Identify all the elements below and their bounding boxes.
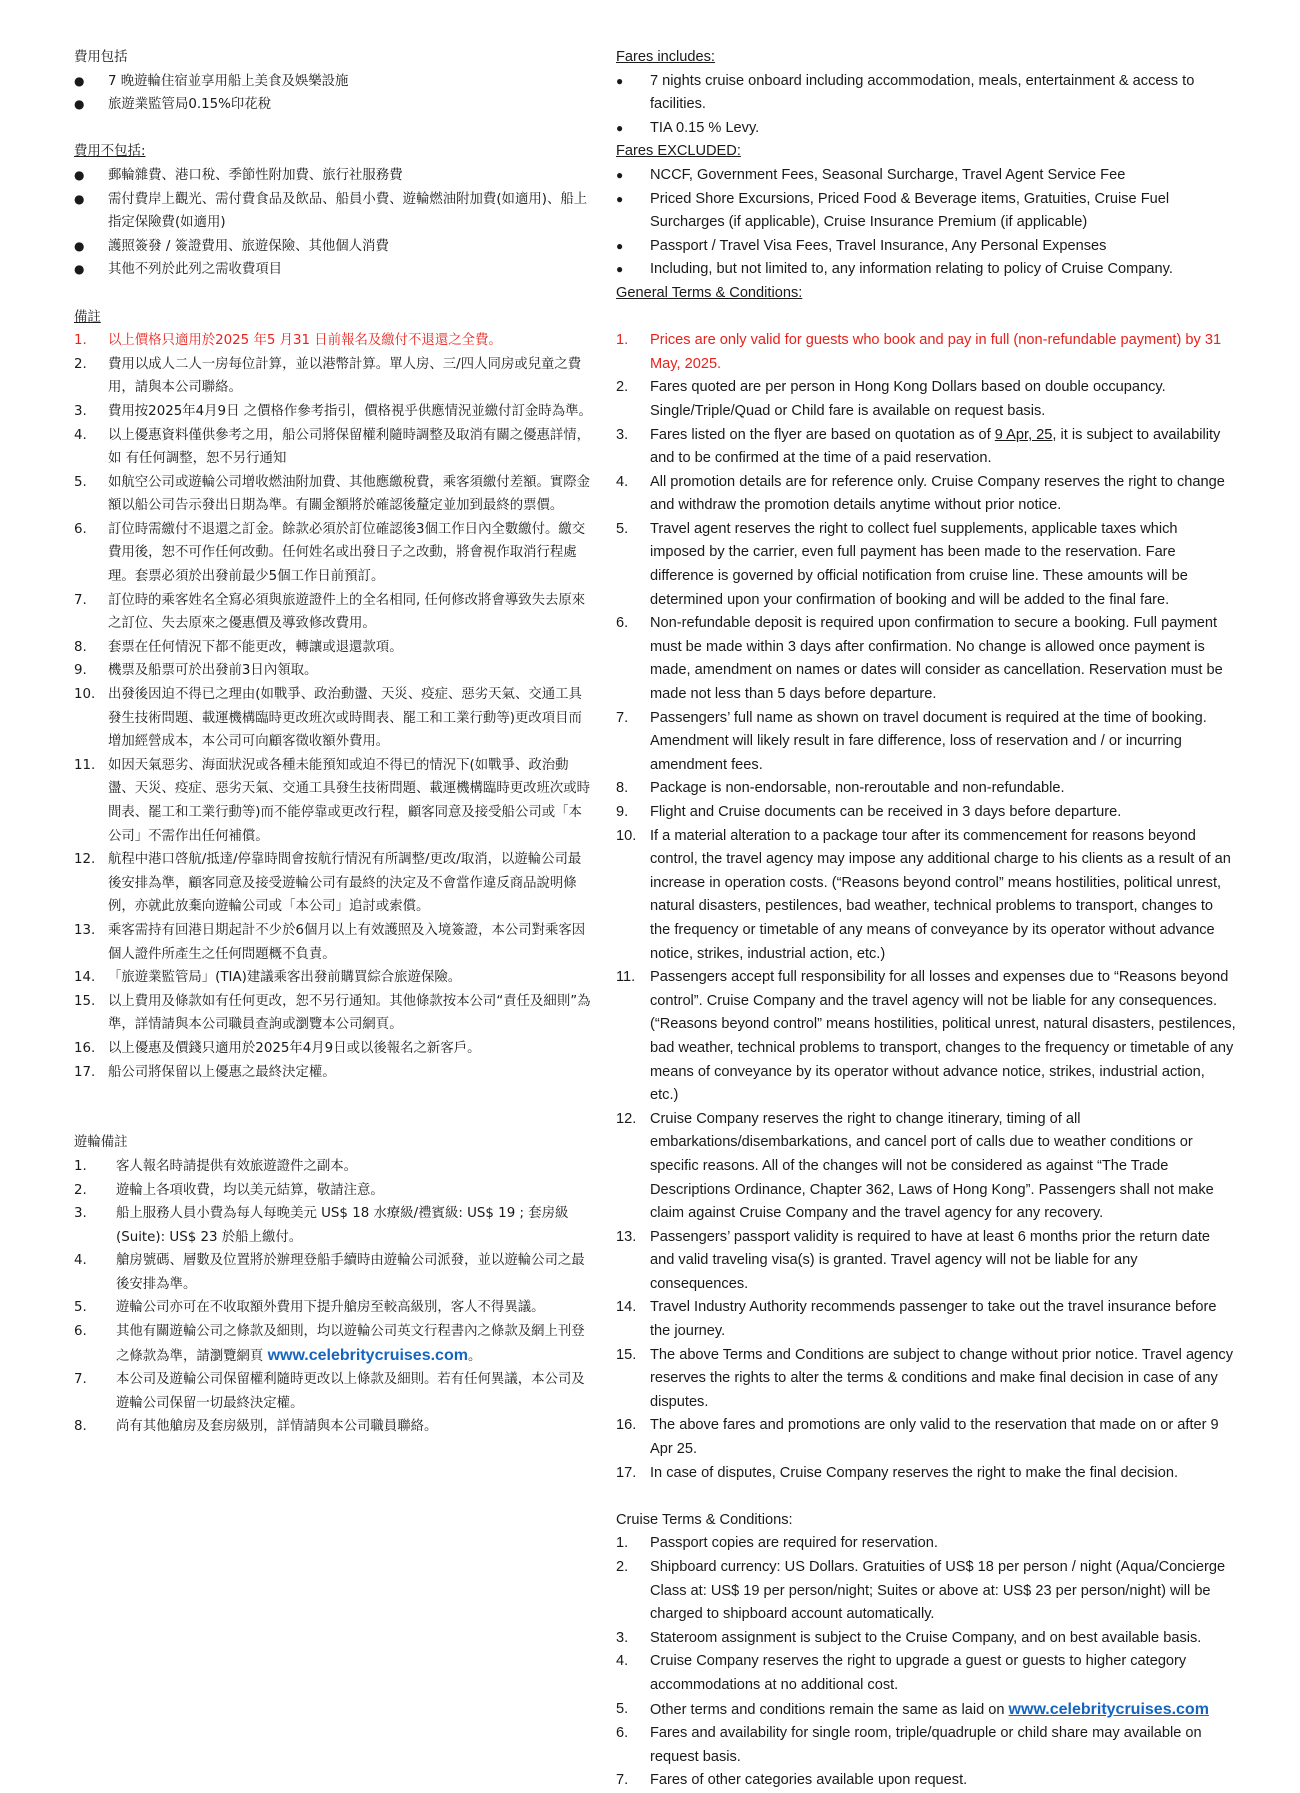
list-item: ● 郵輪雜費、港口稅、季節性附加費、旅行社服務費 bbox=[74, 164, 594, 188]
list-item: 17. 船公司將保留以上優惠之最終決定權。 bbox=[74, 1064, 336, 1080]
list-item: 7. 訂位時的乘客姓名全寫必須與旅遊證件上的全名相同, 任何修改將會導致失去原來之訂位、失去原來之優惠價及導致修改費用。 bbox=[74, 592, 586, 632]
list-item: 6. 訂位時需繳付不退還之訂金。餘款必須於訂位確認後3個工作日內全數繳付。繳交費用後，恕不可作任何改動。任何姓名或出發日子之改動，將會視作取消行程處理。套票必須於出發前最少5個工作日前預訂。 bbox=[74, 521, 586, 585]
list-item: 11. 如因天氣惡劣、海面狀況或各種未能預知或迫不得已的情況下(如戰爭、政治動盪、天災、疫症、惡劣天氣、交通工具發生技術問題、載運機構臨時更改班次或時間表、罷工和工業行動等)而不能停靠或更改行程，顧客同意及接受船公司或「本公司」不需作出任何補償。 bbox=[74, 757, 591, 844]
list-item: 15. 以上費用及條款如有任何更改，恕不另行通知。其他條款按本公司“責任及細則”為準，詳情請與本公司職員查詢或瀏覽本公司網頁。 bbox=[74, 993, 591, 1033]
list-item: ● 需付費岸上觀光、需付費食品及飲品、船員小費、遊輪燃油附加費(如適用)、船上指定保險費(如適用) bbox=[74, 188, 594, 235]
list-item: 7. 本公司及遊輪公司保留權利隨時更改以上條款及細則。若有任何異議，本公司及遊輪公司保留一切最終決定權。 bbox=[74, 1372, 585, 1411]
list-item: 4. 艙房號碼、層數及位置將於辦理登船手續時由遊輪公司派發，並以遊輪公司之最後安排為準。 bbox=[74, 1253, 585, 1292]
celebrity-cruises-link[interactable]: www.celebritycruises.com bbox=[267, 1346, 468, 1364]
list-item: ● 旅遊業監管局0.15%印花稅 bbox=[74, 93, 594, 117]
list-item: 14. 「旅遊業監管局」(TIA)建議乘客出發前購買綜合旅遊保險。 bbox=[74, 970, 462, 986]
list-item: 2. Fares quoted are per person in Hong Kong Dollars based on double occupancy. Single/Triple/Quad or Child fare is available on request basis. bbox=[616, 379, 1166, 419]
zh-includes-list bbox=[74, 70, 594, 117]
list-item: 8. 套票在任何情況下都不能更改，轉讓或退還款項。 bbox=[74, 639, 403, 655]
list-item: 2. 費用以成人二人一房每位計算，並以港幣計算。單人房、三/四人同房或兒童之費用，請與本公司聯絡。 bbox=[74, 356, 582, 396]
list-item: 15. The above Terms and Conditions are subject to change without prior notice. Travel agency reserves the rights to alter the terms & conditions and make final decision in case of any disputes. bbox=[616, 1346, 1234, 1410]
zh-includes-title: 費用包括 bbox=[74, 50, 128, 65]
zh-excludes-list bbox=[74, 164, 594, 282]
en-excludes-title: Fares EXCLUDED: bbox=[616, 143, 741, 160]
list-item: 2. 遊輪上各項收費，均以美元結算，敬請注意。 bbox=[74, 1182, 384, 1198]
list-item: 8. Package is non-endorsable, non-reroutable and non-refundable. bbox=[616, 780, 1065, 797]
list-item: ● Priced Shore Excursions, Priced Food & Beverage items, Gratuities, Cruise Fuel Surcharges (if applicable), Cruise Insurance Premium (if applicable) bbox=[616, 188, 1236, 235]
list-item: 6. 其他有關遊輪公司之條款及細則，均以遊輪公司英文行程書內之條款及網上刊登之條款為準，請瀏覽網頁 www.celebritycruises.com。 bbox=[74, 1324, 585, 1364]
list-item: 14. Travel Industry Authority recommends passenger to take out the travel insurance before the journey. bbox=[616, 1299, 1217, 1340]
chinese-terms-column bbox=[74, 46, 594, 1439]
zh-excludes-title: 費用不包括: bbox=[74, 144, 146, 160]
list-item: 8. 尚有其他艙房及套房級別，詳情請與本公司職員聯絡。 bbox=[74, 1419, 438, 1435]
zh-notes-list bbox=[74, 329, 594, 1084]
list-item: 10. If a material alteration to a package tour after its commencement for reasons beyond control, the travel agency may impose any additional charge to his clients as a result of an increase in operation costs. (“Reasons beyond control” means hostilities, political unrest, natural disasters, pestilences, bad weather, technical problems to transport, changes to the frequency or timetable of any means of conveyance by its operator without advance notice, strikes, industrial action, etc.) bbox=[616, 827, 1231, 962]
list-item: 4. All promotion details are for reference only. Cruise Company reserves the right to change and withdraw the promotion details anytime without prior notice. bbox=[616, 473, 1225, 514]
list-item: 12. Cruise Company reserves the right to change itinerary, timing of all embarkations/disembarkations, and cancel port of calls due to weather conditions or specific reasons. All of the changes will not be considered as against “The Trade Descriptions Ordinance, Chapter 362, Laws of Hong Kong”. Passengers shall not make claim against Cruise Company and the travel agency for any recovery. bbox=[616, 1110, 1214, 1222]
list-item: 2. Shipboard currency: US Dollars. Gratuities of US$ 18 per person / night (Aqua/Concierge Class at: US$ 19 per person/night; Suites or above at: US$ 23 per person/night) will be charged to shipboard account automatically. bbox=[616, 1559, 1226, 1623]
list-item: 1. 客人報名時請提供有效旅遊證件之副本。 bbox=[74, 1158, 358, 1174]
list-item: 10. 出發後因迫不得已之理由(如戰爭、政治動盪、天災、疫症、惡劣天氣、交通工具發生技術問題、載運機構臨時更改班次或時間表、罷工和工業行動等)更改項目而增加經營成本，本公司可向顧客徵收額外費用。 bbox=[74, 687, 582, 750]
list-item: 5. Other terms and conditions remain the same as laid on www.celebritycruises.com bbox=[616, 1700, 1209, 1718]
list-item: 13. Passengers’ passport validity is required to have at least 6 months prior the return date and valid traveling visa(s) is granted. Travel agency will not be liable for any consequences. bbox=[616, 1228, 1210, 1292]
list-item: 6. Non-refundable deposit is required upon confirmation to secure a booking. Full payment must be made within 3 days after confirmation. No change is allowed once payment is made, amendment on names or dates will consider as cancellation. Reservation must be made not less than 5 days before departure. bbox=[616, 615, 1223, 703]
list-item: 16. 以上優惠及價錢只適用於2025年4月9日或以後報名之新客戶。 bbox=[74, 1040, 481, 1056]
list-item: ● NCCF, Government Fees, Seasonal Surcharge, Travel Agent Service Fee bbox=[616, 164, 1236, 188]
list-item: 6. Fares and availability for single room, triple/quadruple or child share may available on request basis. bbox=[616, 1725, 1202, 1765]
list-item: 4. 以上優惠資料僅供參考之用，船公司將保留權利隨時調整及取消有關之優惠詳情，如 有任何調整，恕不另行通知 bbox=[74, 427, 591, 467]
en-terms-list bbox=[616, 329, 1236, 1485]
zh-notes-title: 備註 bbox=[74, 309, 101, 325]
list-item: 5. 遊輪公司亦可在不收取額外費用下提升艙房至較高級別，客人不得異議。 bbox=[74, 1300, 545, 1316]
list-item: 1. Prices are only valid for guests who book and pay in full (non-refundable payment) by 31 May, 2025. bbox=[616, 332, 1222, 372]
en-includes-list bbox=[616, 70, 1236, 141]
list-item: 9. Flight and Cruise documents can be received in 3 days before departure. bbox=[616, 804, 1122, 820]
en-terms-title: General Terms & Conditions: bbox=[616, 284, 803, 301]
list-item: 16. The above fares and promotions are only valid to the reservation that made on or after 9 Apr 25. bbox=[616, 1417, 1219, 1458]
list-item: ● 護照簽發 / 簽證費用、旅遊保險、其他個人消費 bbox=[74, 235, 594, 259]
list-item: 3. Stateroom assignment is subject to the Cruise Company, and on best available basis. bbox=[616, 1629, 1202, 1646]
en-includes-title: Fares includes: bbox=[616, 49, 715, 65]
list-item: ● Passport / Travel Visa Fees, Travel Insurance, Any Personal Expenses bbox=[616, 235, 1236, 259]
list-item: 3. 船上服務人員小費為每人每晚美元 US$ 18 水療級/禮賓級: US$ 19 ; 套房級 (Suite): US$ 23 於船上繳付。 bbox=[74, 1206, 569, 1245]
list-item: ● 7 nights cruise onboard including accommodation, meals, entertainment & access to facilities. bbox=[616, 70, 1236, 117]
list-item: 4. Cruise Company reserves the right to upgrade a guest or guests to higher category accommodations at no additional cost. bbox=[616, 1653, 1187, 1693]
list-item: 5. 如航空公司或遊輪公司增收燃油附加費、其他應繳稅費，乘客須繳付差額。實際金額以船公司告示發出日期為準。有關金額將於確認後釐定並加到最終的票價。 bbox=[74, 474, 591, 514]
list-item: ● Including, but not limited to, any information relating to policy of Cruise Company. bbox=[616, 258, 1236, 282]
list-item: 7. Fares of other categories available upon request. bbox=[616, 1772, 968, 1789]
list-item: 9. 機票及船票可於出發前3日內領取。 bbox=[74, 663, 318, 679]
list-item: ● 7 晚遊輪住宿並享用船上美食及娛樂設施 bbox=[74, 70, 594, 94]
en-cruise-title: Cruise Terms & Conditions: bbox=[616, 1511, 793, 1528]
en-cruise-list bbox=[616, 1532, 1236, 1793]
zh-cruise-notes-title: 遊輪備註 bbox=[74, 1135, 128, 1151]
english-terms-column bbox=[616, 46, 1236, 1793]
list-item: 11. Passengers accept full responsibility for all losses and expenses due to “Reasons beyond control”. Cruise Company and the travel agency will not be liable for any consequences. (“Reasons beyond control” means hostilities, political unrest, natural disasters, pestilences, bad weather, technical problems to transport, changes to the frequency or timetable of any means of conveyance by its operator without advance notice, strikes, industrial action, etc.) bbox=[616, 969, 1236, 1104]
list-item: 7. Passengers’ full name as shown on travel document is required at the time of booking. Amendment will likely result in fare difference, loss of reservation and / or incurring amendment fees. bbox=[616, 709, 1207, 773]
en-excludes-list bbox=[616, 164, 1236, 282]
zh-cruise-notes-list bbox=[74, 1155, 594, 1439]
list-item: 13. 乘客需持有回港日期起計不少於6個月以上有效護照及入境簽證，本公司對乘客因個人證件所產生之任何問題概不負責。 bbox=[74, 922, 586, 962]
list-item: ● 其他不列於此列之需收費項目 bbox=[74, 258, 594, 282]
list-item: 3. Fares listed on the flyer are based on quotation as of 9 Apr, 25, it is subject to availability and to be confirmed at the time of a paid reservation. bbox=[616, 426, 1221, 467]
celebrity-cruises-link[interactable]: www.celebritycruises.com bbox=[1008, 1700, 1209, 1718]
list-item: 17. In case of disputes, Cruise Company reserves the right to make the final decision. bbox=[616, 1464, 1179, 1481]
list-item: ● TIA 0.15 % Levy. bbox=[616, 117, 1236, 141]
list-item: 3. 費用按2025年4月9日 之價格作參考指引，價格視乎供應情況並繳付訂金時為準。 bbox=[74, 403, 592, 419]
list-item: 1. Passport copies are required for reservation. bbox=[616, 1535, 938, 1552]
list-item: 12. 航程中港口啓航/抵達/停靠時間會按航行情況有所調整/更改/取消，以遊輪公司最後安排為準，顧客同意及接受遊輪公司有最終的決定及不會當作違反商品說明條例，亦就此放棄向遊輪公司或「本公司」追討或索償。 bbox=[74, 852, 582, 915]
list-item: 5. Travel agent reserves the right to collect fuel supplements, applicable taxes which imposed by the carrier, even full payment has been made to the reservation. Fare difference is governed by official notification from cruise line. These amounts will be determined upon your confirmation of booking and will be added to the final fare. bbox=[616, 520, 1188, 608]
list-item: 1. 以上價格只適用於2025 年5 月31 日前報名及繳付不退還之全費。 bbox=[74, 333, 502, 349]
